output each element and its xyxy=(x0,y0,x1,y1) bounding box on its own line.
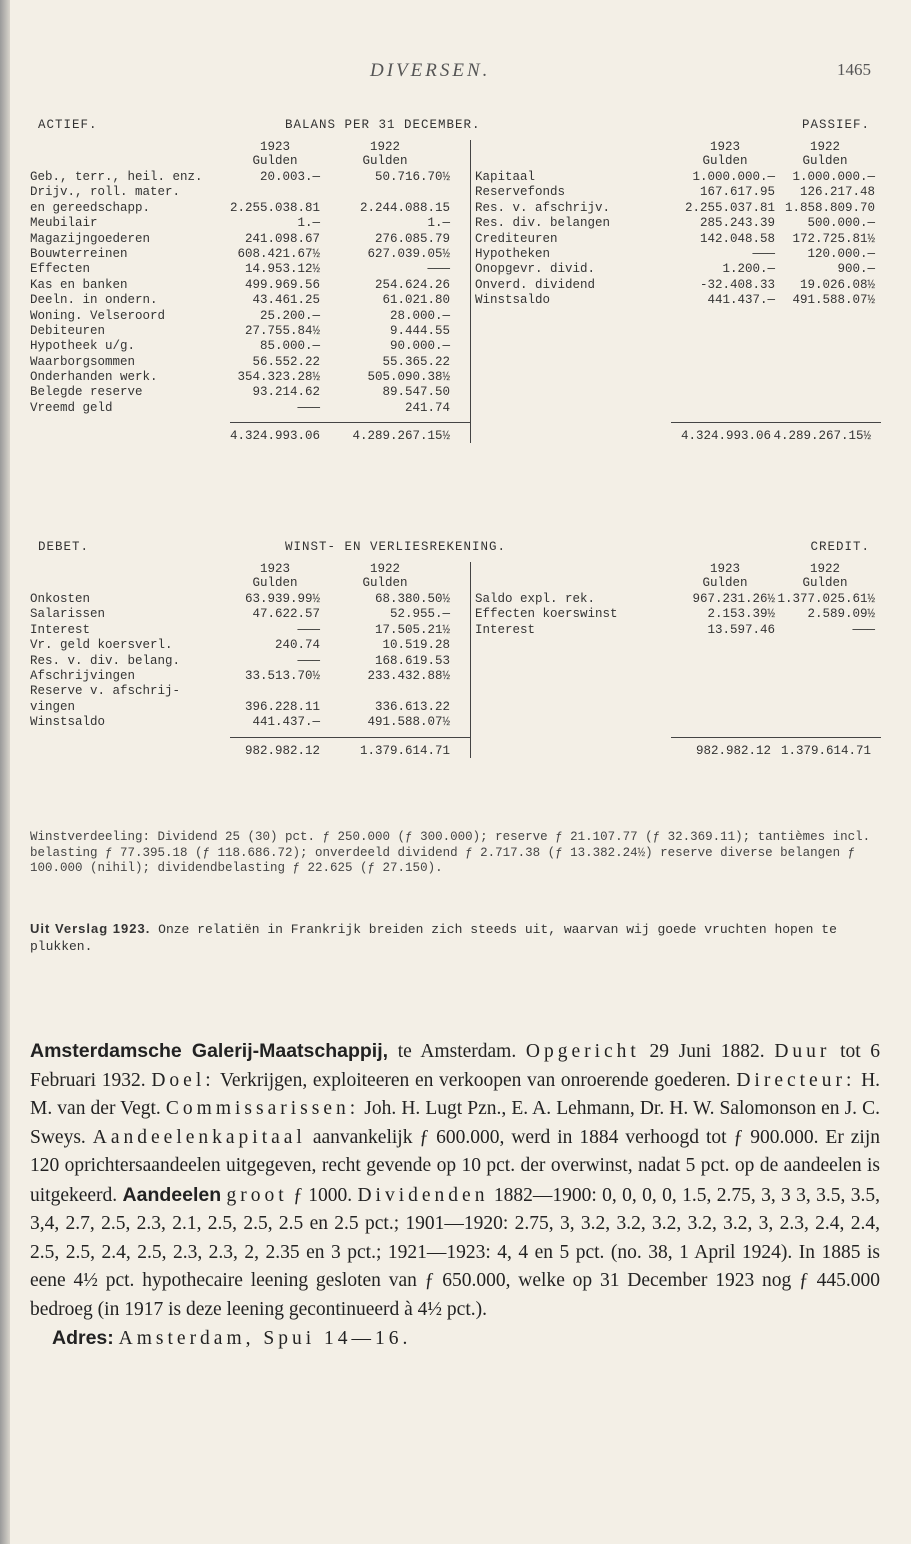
table-row xyxy=(30,339,470,354)
value-1922 xyxy=(320,684,456,699)
duration-label: Duur xyxy=(774,1041,831,1062)
value-1923: 142.048.58 xyxy=(699,231,775,246)
running-header xyxy=(0,60,911,84)
purpose-label: Doel: xyxy=(151,1069,215,1091)
purpose-value: Verkrijgen, exploiteeren en verkoopen van onroerende goederen. xyxy=(220,1069,731,1091)
value-1923: 2.255.038.81 xyxy=(230,200,321,215)
value-1923: 27.755.84½ xyxy=(244,323,320,338)
value-1922: 61.021.80 xyxy=(382,293,450,308)
table-row xyxy=(30,700,470,715)
table-row xyxy=(30,623,470,638)
value-1923: 2.255.037.81 xyxy=(684,200,775,215)
value-1922: 68.380.50½ xyxy=(374,592,450,606)
value-1922: 233.432.88½ xyxy=(367,668,450,683)
table-row xyxy=(30,232,470,247)
value-1923: 43.461.25 xyxy=(252,293,320,308)
row-label: vingen xyxy=(30,699,76,714)
column-header: 1923 Gulden 1922 Gulden xyxy=(702,562,848,590)
row-label: Waarborgsommen xyxy=(30,354,136,369)
value-1923: -32.408.33 xyxy=(699,277,775,292)
row-label: Winstsaldo xyxy=(30,715,106,730)
row-label: Effecten koerswinst xyxy=(475,607,618,622)
pnl-left-total: 982.982.12 1.379.614.71 xyxy=(230,737,470,758)
row-label: en gereedschapp. xyxy=(30,200,151,215)
value-1922: 19.026.08½ xyxy=(799,277,875,292)
balance-center-title: BALANS PER 31 DECEMBER. xyxy=(285,118,481,132)
shares-size-label: groot xyxy=(226,1184,288,1206)
director-label: Directeur: xyxy=(736,1069,856,1091)
annual-report-excerpt xyxy=(30,920,880,955)
row-label: Afschrijvingen xyxy=(30,668,136,683)
row-label: Kas en banken xyxy=(30,277,128,292)
table-row xyxy=(30,669,470,684)
row-label: Debiteuren xyxy=(30,323,106,338)
value-1923: 396.228.11 xyxy=(244,699,320,714)
row-label: Reserve v. afschrij- xyxy=(30,684,181,699)
value-1922: 241.74 xyxy=(404,400,450,415)
column-header: 1923 Gulden 1922 Gulden xyxy=(702,140,848,168)
section-title: DIVERSEN. xyxy=(370,60,491,81)
table-row xyxy=(471,607,881,622)
value-1923: 85.000.— xyxy=(259,339,320,354)
table-row xyxy=(30,638,470,653)
table-row xyxy=(30,247,470,262)
table-row xyxy=(471,247,881,262)
commissioners-value: Joh. H. Lugt Pzn., E. A. Lehmann, Dr. H. W. Salomonson en J. C. Sweys. xyxy=(30,1098,881,1148)
value-1923: 499.969.56 xyxy=(244,277,320,292)
value-1923: 25.200.— xyxy=(259,308,320,323)
table-row xyxy=(471,293,881,308)
row-label: Res. v. afschrijv. xyxy=(475,200,611,215)
company-name: Amsterdamsche Galerij-Maatschappij, xyxy=(30,1040,389,1062)
verslag-text: Onze relatiën in Frankrijk breiden zich steeds uit, waarvan wij goede vruchten hopen te plukken. xyxy=(30,922,837,954)
value-1922: 1.000.000.— xyxy=(792,170,875,184)
row-label: Magazijngoederen xyxy=(30,231,151,246)
value-1923: 1.— xyxy=(297,216,320,231)
pnl-left-title: DEBET. xyxy=(38,540,90,554)
value-1923: 14.953.12½ xyxy=(244,262,320,277)
value-1922: 336.613.22 xyxy=(374,699,450,714)
row-label: Onverd. dividend xyxy=(475,277,596,292)
dividends-label: Dividenden xyxy=(357,1184,489,1206)
row-label: Interest xyxy=(30,622,91,637)
commissioners-label: Commissarissen: xyxy=(165,1098,360,1119)
value-1923: 93.214.62 xyxy=(252,385,320,400)
table-row xyxy=(30,370,470,385)
value-1923: ——— xyxy=(297,653,320,668)
value-1923: 967.231.26½ xyxy=(692,592,775,606)
column-header: 1923 Gulden 1922 Gulden xyxy=(252,140,408,168)
row-label: Winstsaldo xyxy=(475,293,551,308)
balance-left-title: ACTIEF. xyxy=(38,118,98,132)
table-row xyxy=(30,278,470,293)
value-1923: 47.622.57 xyxy=(252,607,320,622)
row-label: Woning. Velseroord xyxy=(30,308,166,323)
company-entry xyxy=(30,1037,880,1354)
value-1922: 126.217.48 xyxy=(799,185,875,200)
row-label: Salarissen xyxy=(30,607,106,622)
table-row xyxy=(30,607,470,622)
value-1923: 56.552.22 xyxy=(252,354,320,369)
founded-label: Opgericht xyxy=(525,1041,640,1062)
value-1923: 167.617.95 xyxy=(699,185,775,200)
value-1923 xyxy=(230,185,320,200)
shares-size-value: ƒ 1000. xyxy=(293,1184,353,1206)
value-1922: 1.858.809.70 xyxy=(784,200,875,215)
row-label: Bouwterreinen xyxy=(30,246,128,261)
row-label: Belegde reserve xyxy=(30,385,143,400)
value-1922: 276.085.79 xyxy=(374,231,450,246)
table-row xyxy=(471,262,881,277)
table-row xyxy=(471,278,881,293)
profit-distribution-note: Winstverdeeling: Dividend 25 (30) pct. ƒ 250.000 (ƒ 300.000); reserve ƒ 21.107.77 (ƒ 32.369.11); tantièmes incl. belasting ƒ 77.395.18 (ƒ 118.686.72); onverdeeld dividend ƒ 2.717.38 (ƒ 13.382.24½) reserve diverse belangen ƒ 100.000 (nihil); dividendbelasting ƒ 22.625 (ƒ 27.150). xyxy=(30,830,871,875)
value-1922: 9.444.55 xyxy=(389,323,450,338)
table-row xyxy=(30,654,470,669)
value-1923: 441.437.— xyxy=(252,715,320,730)
verslag-label: Uit Verslag 1923. xyxy=(30,921,151,936)
value-1922: 168.619.53 xyxy=(374,653,450,668)
pnl-right-title: CREDIT. xyxy=(810,540,870,554)
value-1923: 2.153.39½ xyxy=(707,607,775,622)
value-1923: ——— xyxy=(297,400,320,415)
balance-sheet xyxy=(30,118,880,443)
row-label: Vr. geld koersverl. xyxy=(30,638,173,653)
value-1922: 90.000.— xyxy=(389,339,450,354)
row-label: Reservefonds xyxy=(475,185,566,200)
table-row xyxy=(30,355,470,370)
row-label: Onopgevr. divid. xyxy=(475,262,596,277)
value-1922: 491.588.07½ xyxy=(792,293,875,308)
table-row xyxy=(471,170,881,185)
value-1922: 52.955.— xyxy=(389,607,450,622)
value-1923: 285.243.39 xyxy=(699,216,775,231)
profit-loss-account xyxy=(30,540,880,758)
value-1922: 172.725.81½ xyxy=(792,231,875,246)
value-1923: 241.098.67 xyxy=(244,231,320,246)
table-row xyxy=(30,170,470,185)
table-row xyxy=(30,684,470,699)
value-1922: 1.377.025.61½ xyxy=(777,592,875,606)
balance-left-total: 4.324.993.06 4.289.267.15½ xyxy=(230,422,470,443)
balance-right-total: 4.324.993.06 4.289.267.15½ xyxy=(671,422,881,443)
value-1922: 1.— xyxy=(427,216,450,231)
director-value: H. M. van der Vegt. xyxy=(30,1069,881,1119)
value-1922: 89.547.50 xyxy=(382,385,450,400)
pnl-credit xyxy=(471,562,881,758)
value-1923: 240.74 xyxy=(274,638,320,653)
founded-date: 29 Juni 1882. xyxy=(649,1041,765,1062)
column-header: 1923 Gulden 1922 Gulden xyxy=(252,562,408,590)
row-label: Onkosten xyxy=(30,592,91,606)
row-label: Kapitaal xyxy=(475,170,536,184)
value-1922: ——— xyxy=(852,622,875,637)
value-1922: 500.000.— xyxy=(807,216,875,231)
table-row xyxy=(30,201,470,216)
table-row xyxy=(30,715,470,730)
balance-right-title: PASSIEF. xyxy=(801,118,870,132)
value-1922: 55.365.22 xyxy=(382,354,450,369)
value-1923: 1.200.— xyxy=(722,262,775,277)
table-row xyxy=(30,324,470,339)
share-capital-label: Aandeelenkapitaal xyxy=(92,1126,306,1148)
row-label: Hypotheek u/g. xyxy=(30,339,136,354)
dividends-value: 1882—1900: 0, 0, 0, 0, 1.5, 2.75, 3, 3 3, 3.5, 3.5, 3,4, 2.7, 2.5, 2.3, 2.1, 2.5, 2.5, 2.5 en 2.5 pct.; 1901—1920: 2.75, 3, 3.2, 3.2, 3.2, 3.2, 3.2, 3, 2.3, 2.4, 2.4, 2.5, 2.5, 2.4, 2.5, 2.3, 2.3, 2, 2.35 en 3 pct.; 1921—1923: 4, 4 en 5 pct. (no. 38, 1 April 1924). In 1885 is eene 4½ pct. hypothecaire leening gesloten van ƒ 650.000, welke op 31 December 1923 nog ƒ 445.000 bedroeg (in 1917 is deze leening gecontinueerd à 4½ pct.). xyxy=(30,1184,881,1320)
page-binding-shadow xyxy=(0,0,10,1544)
row-label: Hypotheken xyxy=(475,246,551,261)
value-1922: 10.519.28 xyxy=(382,638,450,653)
value-1923: 1.000.000.— xyxy=(692,170,775,184)
row-label: Res. div. belangen xyxy=(475,216,611,231)
row-label: Deeln. in ondern. xyxy=(30,293,158,308)
share-capital-value: aanvankelijk ƒ 600.000, werd in 1884 verhoogd tot ƒ 900.000. Er zijn 120 oprichtersaandeelen uitgegeven, recht gevende op 10 pct. der overwinst, nadat 5 pct. op de aandeelen is uitgekeerd. xyxy=(30,1126,881,1206)
table-row xyxy=(471,185,881,200)
table-row xyxy=(471,592,881,607)
address-label: Adres: xyxy=(52,1327,114,1349)
table-row xyxy=(471,216,881,231)
value-1923: 354.323.28½ xyxy=(237,370,320,385)
value-1922 xyxy=(320,185,456,200)
table-row xyxy=(30,216,470,231)
row-label: Effecten xyxy=(30,262,91,277)
value-1922: 120.000.— xyxy=(807,246,875,261)
row-label: Res. v. div. belang. xyxy=(30,653,181,668)
row-label: Interest xyxy=(475,622,536,637)
address-value: Amsterdam, Spui 14—16. xyxy=(118,1328,412,1349)
value-1923: 63.939.99½ xyxy=(244,592,320,606)
value-1923: ——— xyxy=(297,622,320,637)
row-label: Drijv., roll. mater. xyxy=(30,185,181,200)
table-row xyxy=(471,201,881,216)
value-1922: 17.505.21½ xyxy=(374,622,450,637)
row-label: Meubilair xyxy=(30,216,98,231)
page-number: 1465 xyxy=(837,60,871,79)
pnl-debet xyxy=(30,562,471,758)
value-1922: 2.589.09½ xyxy=(807,607,875,622)
value-1922: 900.— xyxy=(837,262,875,277)
table-row xyxy=(30,592,470,607)
balance-passief xyxy=(471,140,881,443)
value-1923: 33.513.70½ xyxy=(244,668,320,683)
pnl-right-total: 982.982.12 1.379.614.71 xyxy=(671,737,881,758)
value-1922: 254.624.26 xyxy=(374,277,450,292)
pnl-center-title: WINST- EN VERLIESREKENING. xyxy=(285,540,507,554)
row-label: Crediteuren xyxy=(475,231,558,246)
duration-value: tot 6 Februari 1932. xyxy=(30,1041,881,1091)
value-1923: 608.421.67½ xyxy=(237,246,320,261)
value-1922: 491.588.07½ xyxy=(367,715,450,730)
table-row xyxy=(471,623,881,638)
row-label: Geb., terr., heil. enz. xyxy=(30,170,203,184)
value-1922: 627.039.05½ xyxy=(367,246,450,261)
value-1922: 505.090.38½ xyxy=(367,370,450,385)
table-row xyxy=(30,293,470,308)
value-1922: 2.244.088.15 xyxy=(359,200,450,215)
row-label: Vreemd geld xyxy=(30,400,113,415)
value-1922: 50.716.70½ xyxy=(374,170,450,184)
value-1922: 28.000.— xyxy=(389,308,450,323)
table-row xyxy=(30,401,470,416)
value-1923: 441.437.— xyxy=(707,293,775,308)
table-row xyxy=(30,309,470,324)
table-row xyxy=(30,262,470,277)
value-1923 xyxy=(230,684,320,699)
balance-actief xyxy=(30,140,471,443)
value-1923: ——— xyxy=(752,246,775,261)
shares-label: Aandeelen xyxy=(122,1183,222,1206)
row-label: Onderhanden werk. xyxy=(30,370,158,385)
table-row xyxy=(471,232,881,247)
table-row xyxy=(30,185,470,200)
value-1922: ——— xyxy=(427,262,450,277)
table-row xyxy=(30,385,470,400)
company-seat: te Amsterdam. xyxy=(397,1041,517,1062)
row-label: Saldo expl. rek. xyxy=(475,592,596,606)
value-1923: 20.003.— xyxy=(259,170,320,184)
value-1923: 13.597.46 xyxy=(707,622,775,637)
